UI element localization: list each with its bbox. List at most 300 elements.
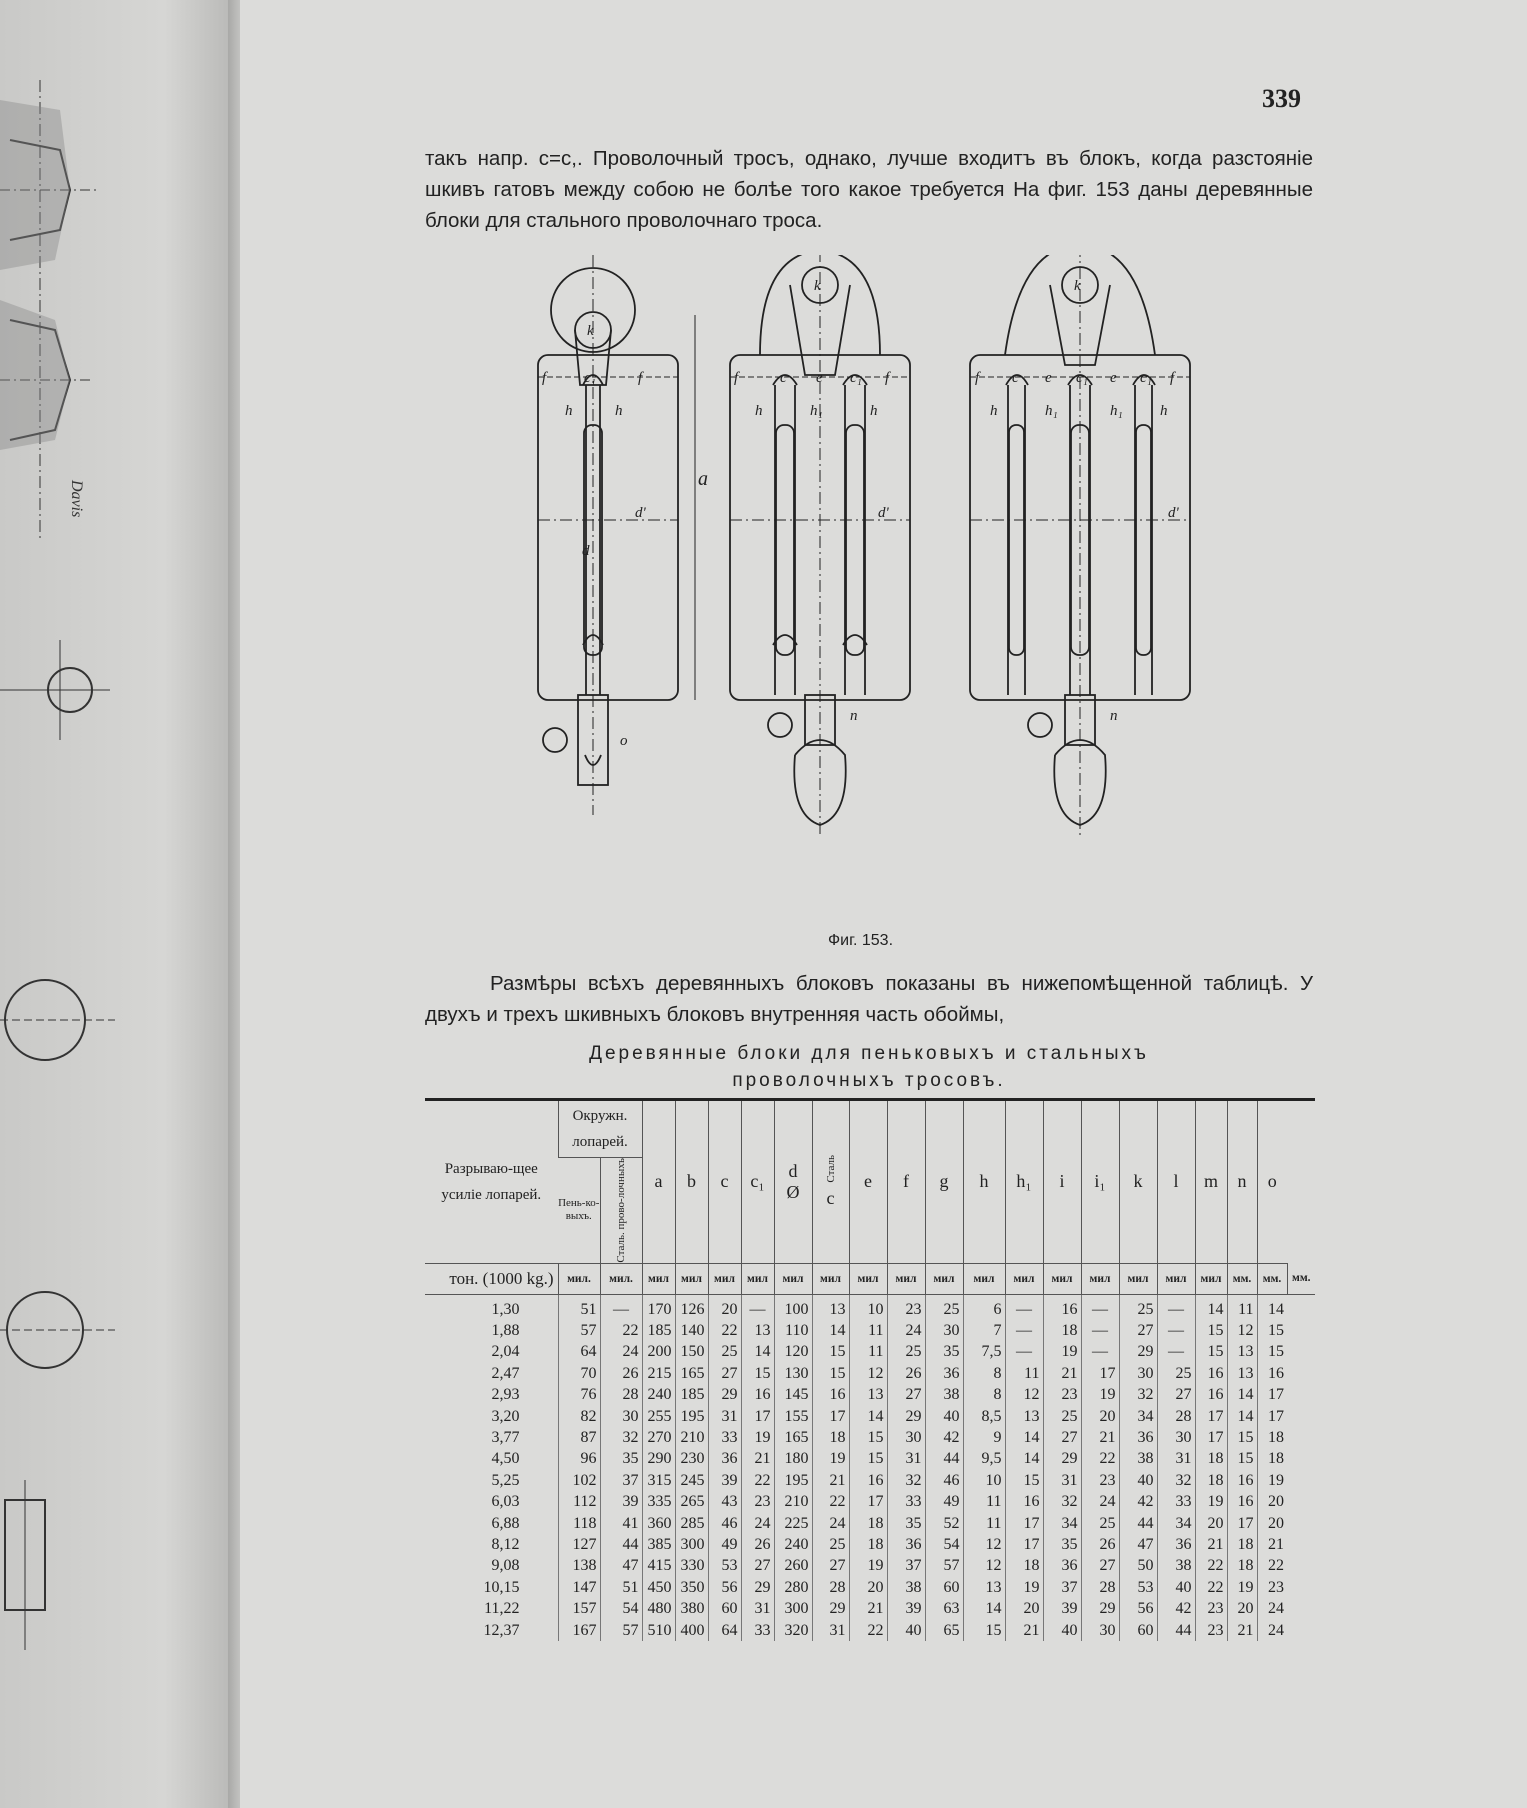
table-cell: 17 xyxy=(741,1406,774,1427)
table-cell: 27 xyxy=(708,1363,741,1384)
table-cell: 18 xyxy=(849,1513,887,1534)
table-cell: 29 xyxy=(887,1406,925,1427)
table-cell: 14 xyxy=(1227,1406,1257,1427)
unit-cell: мил xyxy=(1157,1263,1195,1294)
label-h-3: h xyxy=(990,403,998,419)
figure-153-drawing xyxy=(520,255,1320,955)
header-n: n xyxy=(1227,1100,1257,1264)
label-e-3: e xyxy=(1045,370,1052,386)
table-cell: 53 xyxy=(1119,1577,1157,1598)
table-cell: 51 xyxy=(558,1299,600,1320)
table-cell: 14 xyxy=(849,1406,887,1427)
table-cell: 27 xyxy=(741,1555,774,1576)
table-cell: 25 xyxy=(925,1299,963,1320)
table-cell: 24 xyxy=(1257,1620,1287,1641)
table-cell: 82 xyxy=(558,1406,600,1427)
table-cell: 25 xyxy=(812,1534,849,1555)
table-cell: 65 xyxy=(925,1620,963,1641)
table-cell: 25 xyxy=(1157,1363,1195,1384)
table-cell: 46 xyxy=(925,1470,963,1491)
table-cell: 40 xyxy=(887,1620,925,1641)
table-cell: 12 xyxy=(1227,1320,1257,1341)
table-cell: 30 xyxy=(1081,1620,1119,1641)
table-cell: — xyxy=(1157,1320,1195,1341)
table-cell: 12 xyxy=(963,1534,1005,1555)
table-row xyxy=(425,1491,1315,1512)
header-circumference: Окружн. лопарей. xyxy=(558,1100,642,1158)
table-cell: 20 xyxy=(1005,1598,1043,1619)
table-cell: 44 xyxy=(1157,1620,1195,1641)
table-cell: 225 xyxy=(774,1513,812,1534)
table-cell: 30 xyxy=(925,1320,963,1341)
table-cell: 16 xyxy=(1005,1491,1043,1512)
page-number: 339 xyxy=(1262,84,1301,113)
table-cell: 36 xyxy=(1157,1534,1195,1555)
unit-cell: мил xyxy=(1195,1263,1227,1294)
table-cell: 21 xyxy=(1257,1534,1287,1555)
table-cell: 39 xyxy=(600,1491,642,1512)
table-cell: 22 xyxy=(1257,1555,1287,1576)
table-cell: 42 xyxy=(925,1427,963,1448)
table-cell: 15 xyxy=(963,1620,1005,1641)
label-c-2: c xyxy=(780,370,787,386)
table-cell: 26 xyxy=(887,1363,925,1384)
table-cell: 13 xyxy=(1227,1363,1257,1384)
table-cell: 33 xyxy=(887,1491,925,1512)
table-cell: 38 xyxy=(1157,1555,1195,1576)
table-cell: 180 xyxy=(774,1448,812,1469)
table-cell: 31 xyxy=(1043,1470,1081,1491)
table-cell: 17 xyxy=(812,1406,849,1427)
table-cell: 27 xyxy=(1157,1384,1195,1405)
table-cell: 195 xyxy=(675,1406,708,1427)
table-cell: 23 xyxy=(887,1299,925,1320)
table-cell: 24 xyxy=(1081,1491,1119,1512)
table-cell: 37 xyxy=(1043,1577,1081,1598)
table-cell: 320 xyxy=(774,1620,812,1641)
table-cell: 14 xyxy=(963,1598,1005,1619)
table-cell: 30 xyxy=(887,1427,925,1448)
table-cell: 385 xyxy=(642,1534,675,1555)
table-cell: 15 xyxy=(1195,1320,1227,1341)
label-f-6: f xyxy=(1170,370,1175,386)
table-cell: 245 xyxy=(675,1470,708,1491)
table-cell: 29 xyxy=(1043,1448,1081,1469)
table-cell: 16 xyxy=(741,1384,774,1405)
table-cell: 16 xyxy=(812,1384,849,1405)
table-cell: 15 xyxy=(1257,1320,1287,1341)
label-c1-1: c₁ xyxy=(584,370,596,386)
label-h-3b: h xyxy=(1160,403,1168,419)
unit-cell: мил xyxy=(741,1263,774,1294)
unit-cell: мил xyxy=(642,1263,675,1294)
table-cell: 57 xyxy=(600,1620,642,1641)
table-cell: 18 xyxy=(812,1427,849,1448)
table-cell: 18 xyxy=(1257,1448,1287,1469)
table-cell: 16 xyxy=(1195,1363,1227,1384)
table-cell: 215 xyxy=(642,1363,675,1384)
table-cell: 10 xyxy=(849,1299,887,1320)
table-cell: 145 xyxy=(774,1384,812,1405)
table-cell: 20 xyxy=(1257,1491,1287,1512)
table-cell: 400 xyxy=(675,1620,708,1641)
table-row xyxy=(425,1341,1315,1362)
table-cell: 70 xyxy=(558,1363,600,1384)
label-h1-2: h₁ xyxy=(810,403,823,419)
table-cell: 118 xyxy=(558,1513,600,1534)
label-k-3: k xyxy=(1074,278,1081,294)
table-cell: 8 xyxy=(963,1363,1005,1384)
left-page-drawings xyxy=(0,0,235,1808)
table-cell: 24 xyxy=(887,1320,925,1341)
label-k-2: k xyxy=(814,278,821,294)
table-cell: 13 xyxy=(1005,1406,1043,1427)
table-cell: 18 xyxy=(849,1534,887,1555)
table-cell: 1,88 xyxy=(491,1321,520,1339)
table-cell: 18 xyxy=(1257,1427,1287,1448)
table-cell: 44 xyxy=(925,1448,963,1469)
label-d: d xyxy=(582,543,590,559)
table-cell: 60 xyxy=(925,1577,963,1598)
table-cell: 15 xyxy=(812,1341,849,1362)
table-cell: — xyxy=(1081,1320,1119,1341)
table-cell: 13 xyxy=(1227,1341,1257,1362)
table-cell: 13 xyxy=(849,1384,887,1405)
header-c: c xyxy=(708,1100,741,1264)
table-cell: 19 xyxy=(1005,1577,1043,1598)
table-cell: 17 xyxy=(1257,1384,1287,1405)
header-f: f xyxy=(887,1100,925,1264)
table-cell: 14 xyxy=(1005,1427,1043,1448)
table-cell: — xyxy=(1005,1320,1043,1341)
label-d1-2: d' xyxy=(878,505,889,521)
table-title-line1: Деревянные блоки для пеньковыхъ и стальныхъ xyxy=(589,1043,1149,1064)
table-cell: 240 xyxy=(642,1384,675,1405)
table-cell: 7,5 xyxy=(963,1341,1005,1362)
unit-cell: мил xyxy=(925,1263,963,1294)
table-cell: 20 xyxy=(1257,1513,1287,1534)
header-steel-symbol: c xyxy=(826,1187,835,1208)
table-cell: — xyxy=(1005,1341,1043,1362)
table-cell: 26 xyxy=(1081,1534,1119,1555)
table-cell: 25 xyxy=(708,1341,741,1362)
table-cell: 140 xyxy=(675,1320,708,1341)
table-cell: 25 xyxy=(1119,1299,1157,1320)
table-row xyxy=(425,1620,1315,1641)
table-cell: 150 xyxy=(675,1341,708,1362)
table-cell: 285 xyxy=(675,1513,708,1534)
table-cell: 7 xyxy=(963,1320,1005,1341)
label-k-1: k xyxy=(587,323,594,339)
table-cell: 11 xyxy=(1227,1299,1257,1320)
table-cell: 44 xyxy=(600,1534,642,1555)
table-cell: 19 xyxy=(741,1427,774,1448)
table-cell: 24 xyxy=(1257,1598,1287,1619)
table-cell: 14 xyxy=(812,1320,849,1341)
table-cell: 9 xyxy=(963,1427,1005,1448)
table-cell: 12 xyxy=(849,1363,887,1384)
table-cell: 130 xyxy=(774,1363,812,1384)
table-cell: 15 xyxy=(741,1363,774,1384)
table-cell: 16 xyxy=(1257,1363,1287,1384)
table-cell: 53 xyxy=(708,1555,741,1576)
table-cell: 230 xyxy=(675,1448,708,1469)
table-cell: 16 xyxy=(1227,1470,1257,1491)
table-cell: 210 xyxy=(774,1491,812,1512)
table-cell: 155 xyxy=(774,1406,812,1427)
table-cell: 112 xyxy=(558,1491,600,1512)
label-a: a xyxy=(698,468,708,490)
table-cell: 27 xyxy=(1119,1320,1157,1341)
table-cell: 21 xyxy=(741,1448,774,1469)
table-cell: 185 xyxy=(642,1320,675,1341)
table-cell: 60 xyxy=(708,1598,741,1619)
table-cell: 2,04 xyxy=(491,1343,520,1361)
table-cell: 56 xyxy=(708,1577,741,1598)
intro-paragraph xyxy=(425,143,1313,236)
table-cell: 44 xyxy=(1119,1513,1157,1534)
table-cell: 37 xyxy=(887,1555,925,1576)
table-cell: 21 xyxy=(1043,1363,1081,1384)
table-cell: 76 xyxy=(558,1384,600,1405)
unit-cell: мил xyxy=(1043,1263,1081,1294)
table-cell: 31 xyxy=(887,1448,925,1469)
table-cell: 40 xyxy=(925,1406,963,1427)
table-row xyxy=(425,1534,1315,1555)
table-cell: 21 xyxy=(1195,1534,1227,1555)
table-cell: 138 xyxy=(558,1555,600,1576)
label-c-3: c xyxy=(1012,370,1019,386)
unit-cell: мил xyxy=(1005,1263,1043,1294)
table-cell: 290 xyxy=(642,1448,675,1469)
table-cell: 22 xyxy=(741,1470,774,1491)
table-cell: 31 xyxy=(708,1406,741,1427)
unit-cell: мил. xyxy=(558,1263,600,1294)
table-cell: 12 xyxy=(963,1555,1005,1576)
unit-cell: мил xyxy=(774,1263,812,1294)
table-cell: 2,93 xyxy=(491,1386,520,1404)
table-cell: 20 xyxy=(1081,1406,1119,1427)
table-cell: 167 xyxy=(558,1620,600,1641)
header-e: e xyxy=(849,1100,887,1264)
table-cell: 40 xyxy=(1157,1577,1195,1598)
table-cell: 102 xyxy=(558,1470,600,1491)
label-f-1: f xyxy=(542,370,547,386)
unit-cell: мил xyxy=(708,1263,741,1294)
table-cell: 38 xyxy=(925,1384,963,1405)
table-cell: 29 xyxy=(1119,1341,1157,1362)
table-cell: 6,03 xyxy=(491,1493,520,1511)
table-cell: 9,08 xyxy=(491,1557,520,1575)
table-cell: 22 xyxy=(1195,1555,1227,1576)
table-cell: 29 xyxy=(741,1577,774,1598)
label-f-5: f xyxy=(975,370,980,386)
table-cell: 210 xyxy=(675,1427,708,1448)
table-cell: 26 xyxy=(741,1534,774,1555)
table-cell: 10,15 xyxy=(483,1578,520,1596)
table-cell: 19 xyxy=(1081,1384,1119,1405)
table-cell: 110 xyxy=(774,1320,812,1341)
table-cell: 350 xyxy=(675,1577,708,1598)
table-cell: 14 xyxy=(741,1341,774,1362)
table-cell: 12,37 xyxy=(483,1621,520,1639)
table-cell: 35 xyxy=(1043,1534,1081,1555)
table-cell: 22 xyxy=(600,1320,642,1341)
table-row xyxy=(425,1299,1315,1320)
table-cell: 38 xyxy=(887,1577,925,1598)
table-cell: 1,30 xyxy=(491,1300,520,1318)
table-cell: 33 xyxy=(741,1620,774,1641)
table-cell: 42 xyxy=(1119,1491,1157,1512)
table-cell: 96 xyxy=(558,1448,600,1469)
table-cell: 240 xyxy=(774,1534,812,1555)
table-cell: 8 xyxy=(963,1384,1005,1405)
table-cell: 40 xyxy=(1043,1620,1081,1641)
label-h1-3: h₁ xyxy=(1045,403,1058,419)
table-cell: 165 xyxy=(675,1363,708,1384)
table-row xyxy=(425,1320,1315,1341)
table-cell: 5,25 xyxy=(491,1471,520,1489)
table-cell: 15 xyxy=(1227,1448,1257,1469)
label-h-2b: h xyxy=(870,403,878,419)
table-cell: 315 xyxy=(642,1470,675,1491)
table-cell: 64 xyxy=(558,1341,600,1362)
table-cell: 335 xyxy=(642,1491,675,1512)
header-a: a xyxy=(642,1100,675,1264)
table-cell: 52 xyxy=(925,1513,963,1534)
table-cell: 280 xyxy=(774,1577,812,1598)
figure-caption: Фиг. 153. xyxy=(828,932,894,949)
label-h1-3b: h₁ xyxy=(1110,403,1123,419)
table-cell: 20 xyxy=(708,1299,741,1320)
table-cell: 22 xyxy=(849,1620,887,1641)
table-cell: 17 xyxy=(849,1491,887,1512)
table-cell: — xyxy=(1081,1299,1119,1320)
table-cell: 32 xyxy=(887,1470,925,1491)
label-f-3: f xyxy=(734,370,739,386)
header-c1: c₁ xyxy=(741,1100,774,1264)
table-cell: 195 xyxy=(774,1470,812,1491)
table-cell: 11 xyxy=(849,1341,887,1362)
table-cell: 24 xyxy=(600,1341,642,1362)
header-force: Разрываю-щее усиліе лопарей. xyxy=(425,1100,558,1264)
table-cell: 3,77 xyxy=(491,1429,520,1447)
label-n-3: n xyxy=(1110,708,1118,724)
table-cell: 330 xyxy=(675,1555,708,1576)
table-cell: 36 xyxy=(1043,1555,1081,1576)
table-cell: 35 xyxy=(925,1341,963,1362)
table-cell: 15 xyxy=(849,1427,887,1448)
label-n-2: n xyxy=(850,708,858,724)
table-cell: 4,50 xyxy=(491,1450,520,1468)
table-cell: 22 xyxy=(1195,1577,1227,1598)
header-k: k xyxy=(1119,1100,1157,1264)
table-cell: 15 xyxy=(849,1448,887,1469)
table-cell: 32 xyxy=(600,1427,642,1448)
table-cell: 120 xyxy=(774,1341,812,1362)
table-row xyxy=(425,1555,1315,1576)
table-cell: 50 xyxy=(1119,1555,1157,1576)
header-d xyxy=(774,1100,812,1264)
table-cell: 28 xyxy=(1081,1577,1119,1598)
table-cell: 16 xyxy=(1195,1384,1227,1405)
table-cell: 29 xyxy=(812,1598,849,1619)
table-cell: 15 xyxy=(1005,1470,1043,1491)
label-e-3b: e xyxy=(1110,370,1117,386)
unit-cell: мил xyxy=(812,1263,849,1294)
table-cell: 46 xyxy=(708,1513,741,1534)
header-b: b xyxy=(675,1100,708,1264)
table-cell: 22 xyxy=(1081,1448,1119,1469)
table-row xyxy=(425,1363,1315,1384)
table-cell: 27 xyxy=(887,1384,925,1405)
table-cell: 360 xyxy=(642,1513,675,1534)
table-cell: 17 xyxy=(1195,1427,1227,1448)
table-cell: 38 xyxy=(1119,1448,1157,1469)
header-o: o xyxy=(1257,1100,1287,1264)
dimensions-table xyxy=(425,1098,1315,1641)
table-cell: 14 xyxy=(1227,1384,1257,1405)
table-cell: 2,47 xyxy=(491,1364,520,1382)
table-cell: 415 xyxy=(642,1555,675,1576)
unit-cell: мил xyxy=(1119,1263,1157,1294)
table-cell: 480 xyxy=(642,1598,675,1619)
triple-sheave-block xyxy=(970,255,1190,835)
table-cell: 170 xyxy=(642,1299,675,1320)
table-cell: 21 xyxy=(1005,1620,1043,1641)
header-d-letter: d xyxy=(788,1160,798,1181)
table-cell: 23 xyxy=(1043,1384,1081,1405)
table-cell: 185 xyxy=(675,1384,708,1405)
table-cell: 35 xyxy=(887,1513,925,1534)
header-i1: i₁ xyxy=(1081,1100,1119,1264)
table-cell: 27 xyxy=(812,1555,849,1576)
table-cell: 19 xyxy=(1043,1341,1081,1362)
table-cell: 19 xyxy=(849,1555,887,1576)
single-sheave-block xyxy=(538,255,678,815)
table-cell: 23 xyxy=(1257,1577,1287,1598)
table-cell: 18 xyxy=(1227,1555,1257,1576)
table-cell: — xyxy=(1157,1341,1195,1362)
table-cell: 18 xyxy=(1195,1448,1227,1469)
table-cell: 265 xyxy=(675,1491,708,1512)
table-cell: 22 xyxy=(812,1491,849,1512)
table-cell: 17 xyxy=(1005,1534,1043,1555)
table-cell: 270 xyxy=(642,1427,675,1448)
table-cell: 510 xyxy=(642,1620,675,1641)
table-cell: 16 xyxy=(1227,1491,1257,1512)
table-cell: 36 xyxy=(708,1448,741,1469)
table-cell: 11 xyxy=(1005,1363,1043,1384)
table-cell: 42 xyxy=(1157,1598,1195,1619)
table-cell: 127 xyxy=(558,1534,600,1555)
table-cell: 18 xyxy=(1195,1470,1227,1491)
table-cell: 18 xyxy=(1005,1555,1043,1576)
header-d-symbol: Ø xyxy=(786,1181,800,1202)
table-cell: 165 xyxy=(774,1427,812,1448)
label-f-2: f xyxy=(638,370,643,386)
label-f-4: f xyxy=(885,370,890,386)
table-cell: 51 xyxy=(600,1577,642,1598)
table-cell: 126 xyxy=(675,1299,708,1320)
table-row xyxy=(425,1427,1315,1448)
table-cell: 27 xyxy=(1043,1427,1081,1448)
table-cell: 18 xyxy=(1227,1534,1257,1555)
table-cell: 17 xyxy=(1081,1363,1119,1384)
table-cell: 14 xyxy=(1005,1448,1043,1469)
table-cell: 31 xyxy=(1157,1448,1195,1469)
table-cell: 41 xyxy=(600,1513,642,1534)
